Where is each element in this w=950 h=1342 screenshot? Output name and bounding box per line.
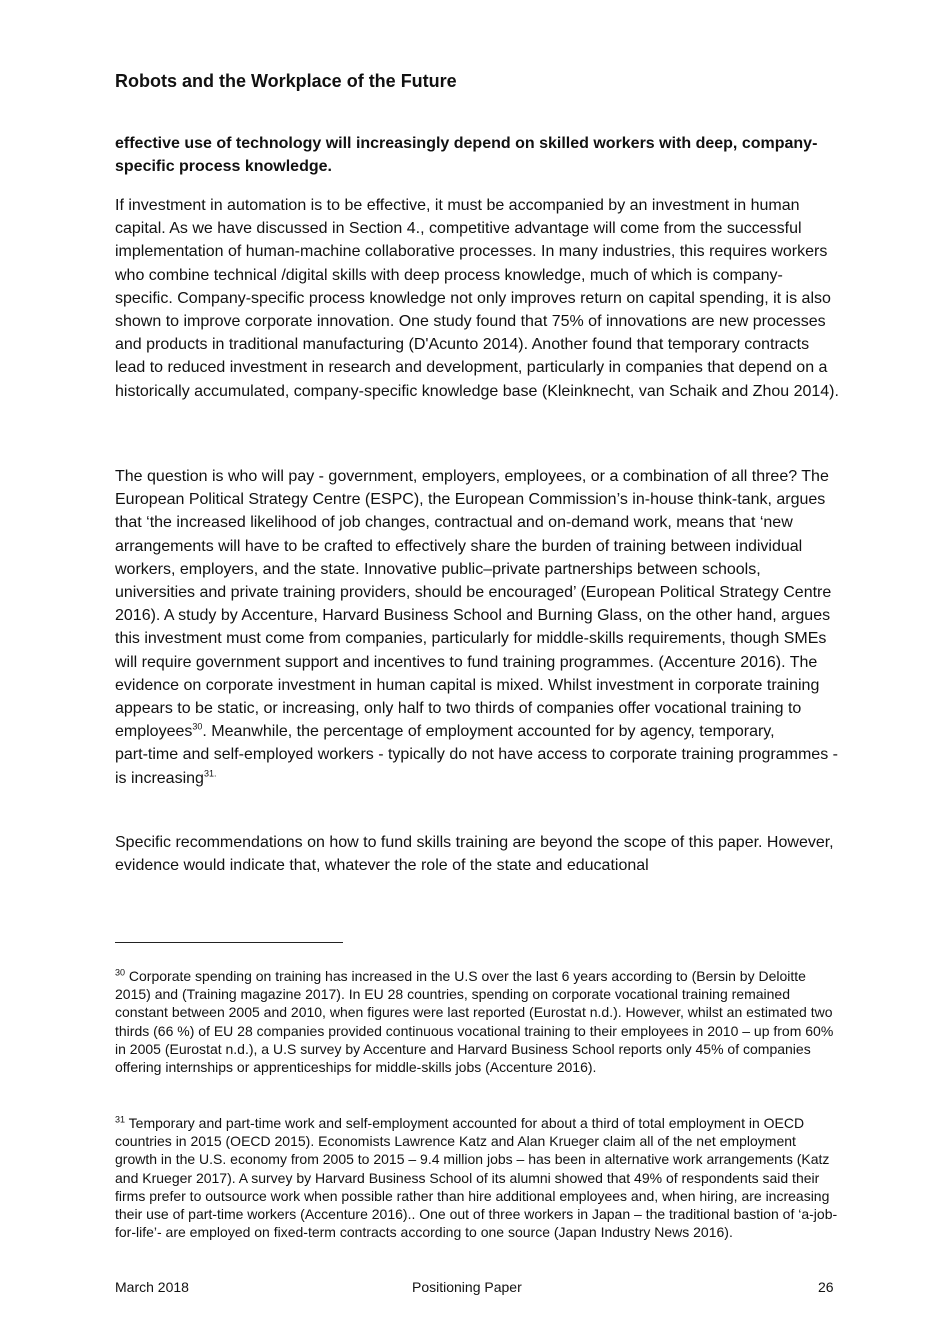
footer-date: March 2018 [115,1279,189,1295]
footnote-ref-30[interactable]: 30 [192,721,203,732]
footnote-divider [115,942,343,943]
footnote-30 [115,967,839,1076]
paragraph-text: The question is who will pay - government, employers, employees, or a combination of all three? The European Political Strategy Centre (ESPC), the European Commission’s in-house think-tank, argues that ‘the increased likelihood of job changes, contractual and on-demand work, means that ‘new arrangements will have to be crafted to effectively share the burden of training between individual workers, employers, and the state. Innovative public–private partnerships between schools, universities and private training providers, should be encouraged’ (European Political Strategy Centre 2016). A study by Accenture, Harvard Business School and Burning Glass, on the other hand, argues this investment must come from companies, particularly for middle-skills requirements, though SMEs will require government support and incentives to fund training programmes. (Accenture 2016). The evidence on corporate investment in human capital is mixed. Whilst investment in corporate training appears to be static, or increasing, only half to two thirds of companies offer vocational training to employees [115,468,832,741]
lead-statement: effective use of technology will increasingly depend on skilled workers with deep, company-specific process knowledge. [115,135,818,175]
paragraph-recommendations: Specific recommendations on how to fund skills training are beyond the scope of this paper. However, evidence would indicate that, whatever the role of the state and educational [115,834,834,875]
paragraph-who-pays [115,465,839,790]
paragraph-investment: If investment in automation is to be effective, it must be accompanied by an investment in human capital. As we have discussed in Section 4., competitive advantage will come from the successful implementation of human-machine collaborative processes. In many industries, this requires workers who combine technical /digital skills with deep process knowledge, much of which is company-specific. Company-specific process knowledge not only improves return on capital spending, it is also shown to improve corporate innovation. One study found that 75% of innovations are new processes and products in traditional manufacturing (D'Acunto 2014). Another found that temporary contracts lead to reduced investment in research and development, particularly in companies that depend on a historically accumulated, company-specific knowledge base (Kleinknecht, van Schaik and Zhou 2014). [115,197,839,400]
footer-doc-type: Positioning Paper [412,1279,522,1295]
footer-page-number: 26 [818,1279,834,1295]
footnote-ref-31[interactable]: 31. [203,768,217,779]
footnote-number: 30 [115,967,126,978]
page-title: Robots and the Workplace of the Future [115,71,457,91]
footnote-text: Corporate spending on training has increased in the U.S over the last 6 years according to (Bersin by Deloitte 2015) and (Training magazine 2017). In EU 28 countries, spending on corporate vocational training remained constant between 2005 and 2010, when figures were last reported (Eurostat n.d.). However, whilst an estimated two thirds (66 %) of EU 28 companies provided continuous vocational training to their employees in 2010 – up from 60% in 2005 (Eurostat n.d.), a U.S survey by Accenture and Harvard Business School reports only 45% of companies offering internships or apprenticeships for middle-skills jobs (Accenture 2016). [115,968,834,1076]
paragraph-text: . Meanwhile, the percentage of employment accounted for by agency, temporary, part‑time and self‑employed workers - typically do not have access to corporate training programmes - is increasing [115,723,838,787]
footnote-number: 31 [115,1114,126,1125]
footnote-text: Temporary and part‑time work and self‑employment accounted for about a third of total employment in OECD countries in 2015 (OECD 2015). Economists Lawrence Katz and Alan Krueger claim all of the net employment growth in the U.S. economy from 2005 to 2015 – 9.4 million jobs – has been in alternative work arrangements (Katz and Krueger 2017). A survey by Harvard Business School of its alumni showed that 49% of respondents said their firms prefer to outsource work when possible rather than hire additional employees and, when hiring, are increasing their use of part-time workers (Accenture 2016).. One out of three workers in Japan – the traditional bastion of ‘a-job-for-life’- are employed on fixed-term contracts according to one source (Japan Industry News 2016). [115,1115,838,1241]
footnote-31 [115,1114,839,1241]
